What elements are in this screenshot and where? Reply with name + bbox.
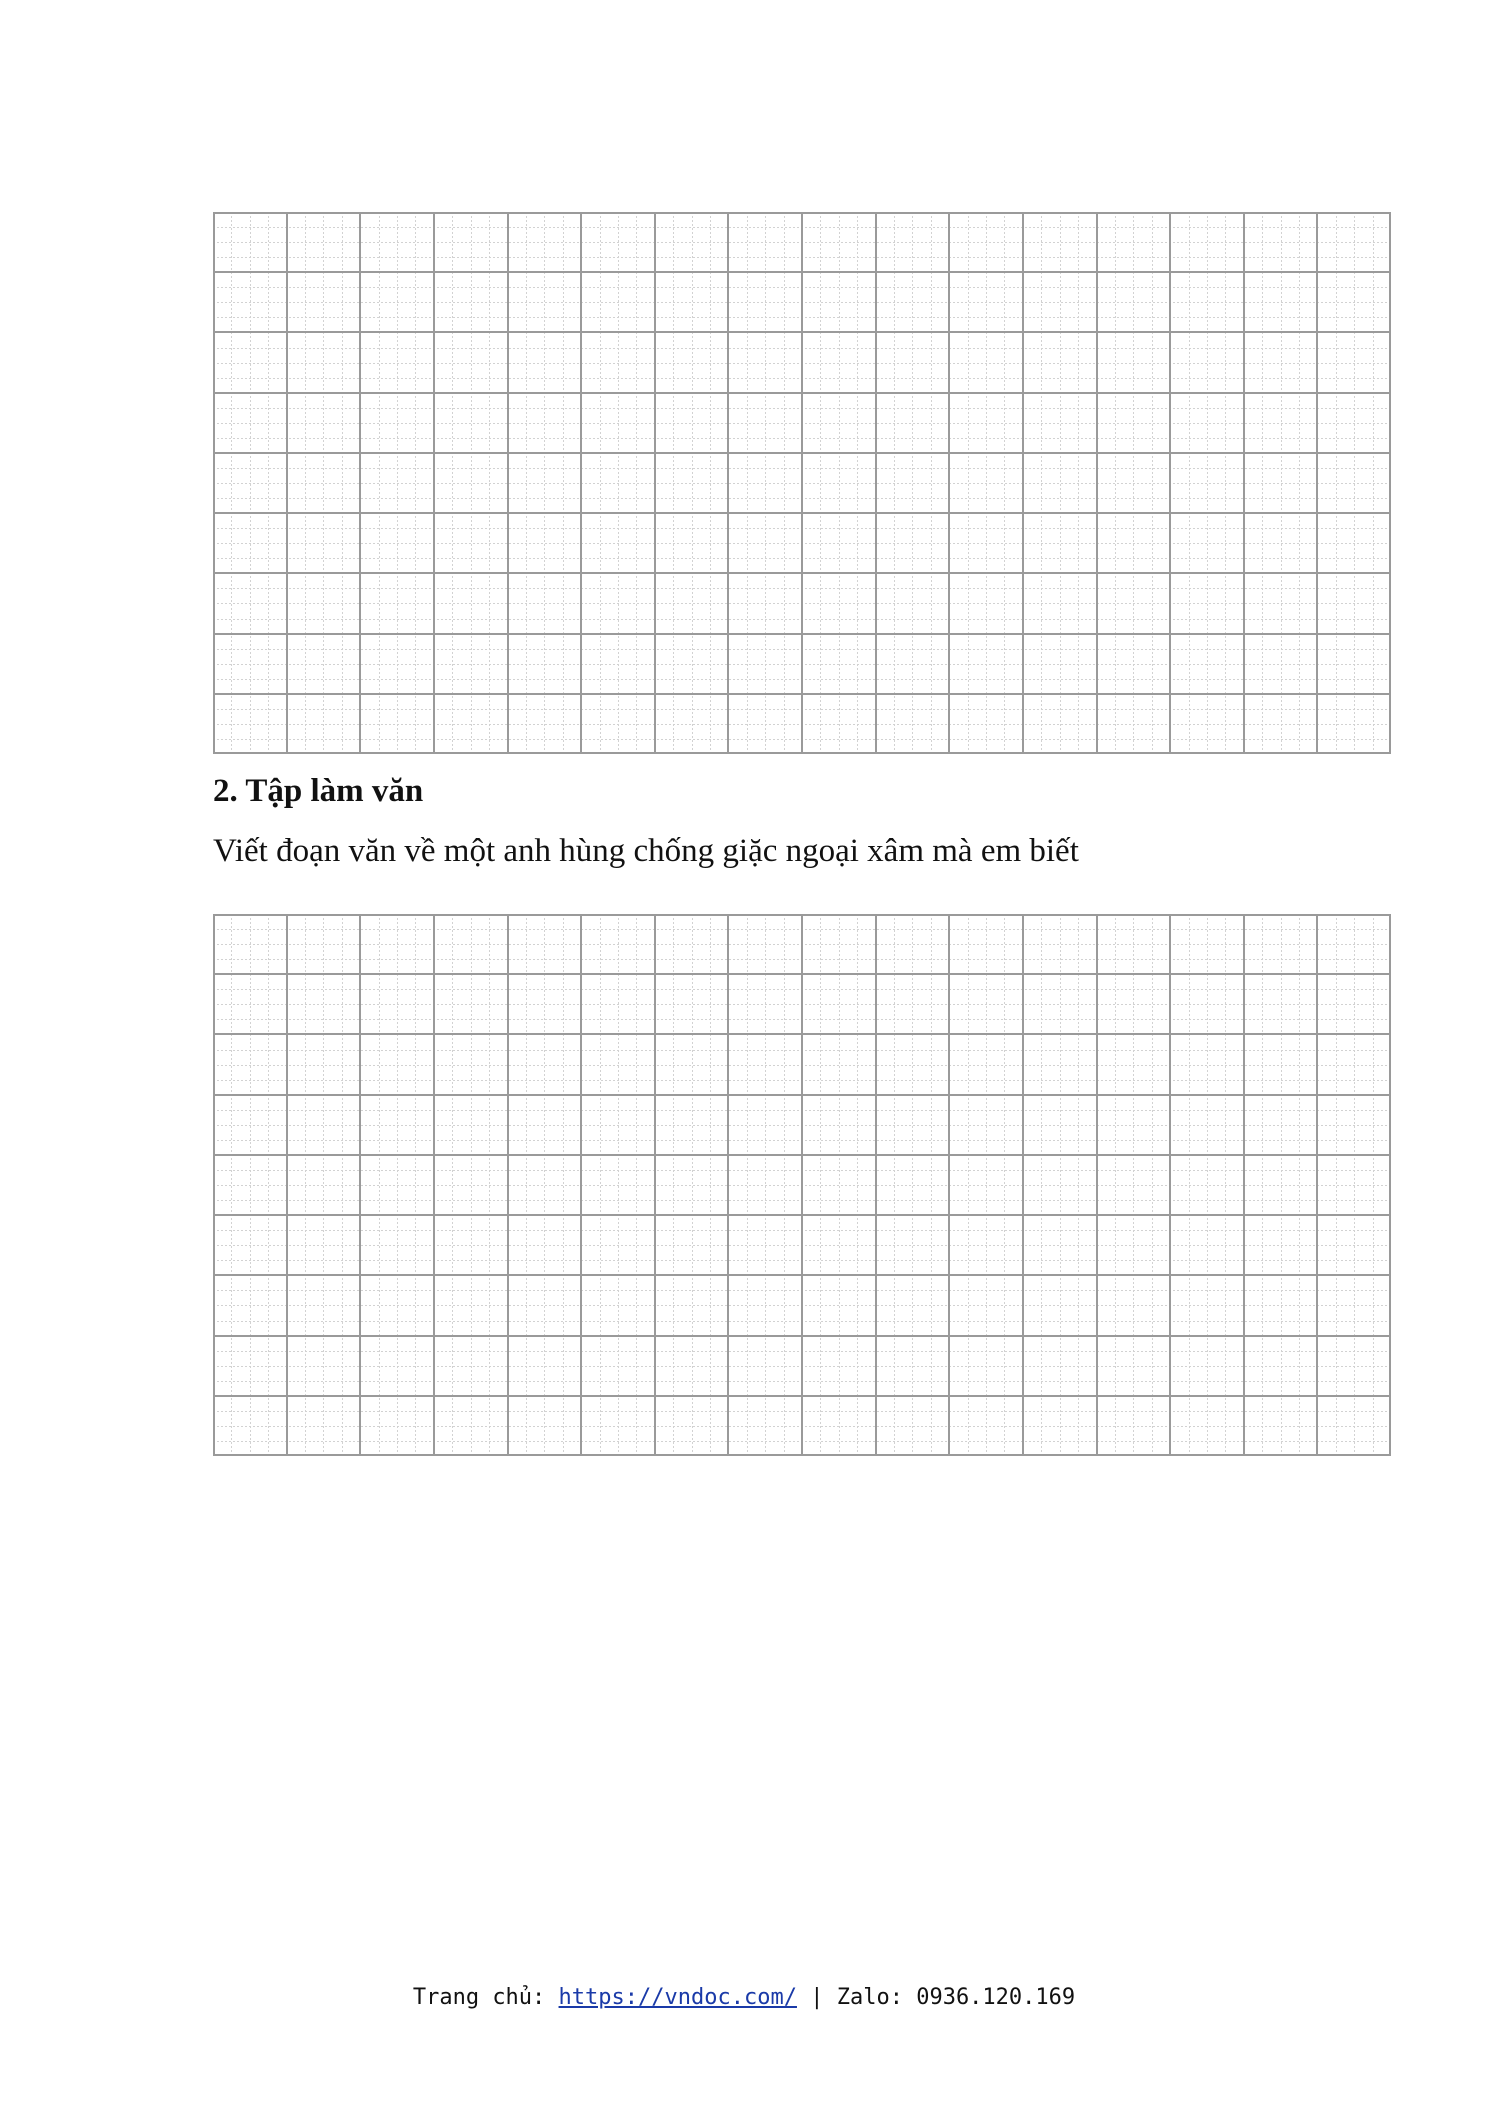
- footer-home-link[interactable]: https://vndoc.com/: [558, 1985, 797, 2010]
- writing-grid-top: [213, 212, 1391, 754]
- footer-zalo-number: 0936.120.169: [916, 1985, 1076, 2010]
- footer-zalo-label: Zalo:: [836, 1985, 917, 2010]
- footer-home-label: Trang chủ:: [412, 1985, 559, 2010]
- writing-grid-bottom: [213, 914, 1391, 1456]
- section-title: 2. Tập làm văn: [213, 773, 424, 809]
- footer-separator: |: [796, 1985, 837, 2010]
- writing-prompt: Viết đoạn văn về một anh hùng chống giặc ngoại xâm mà em biết: [213, 833, 1079, 869]
- footer: [0, 1985, 1488, 2010]
